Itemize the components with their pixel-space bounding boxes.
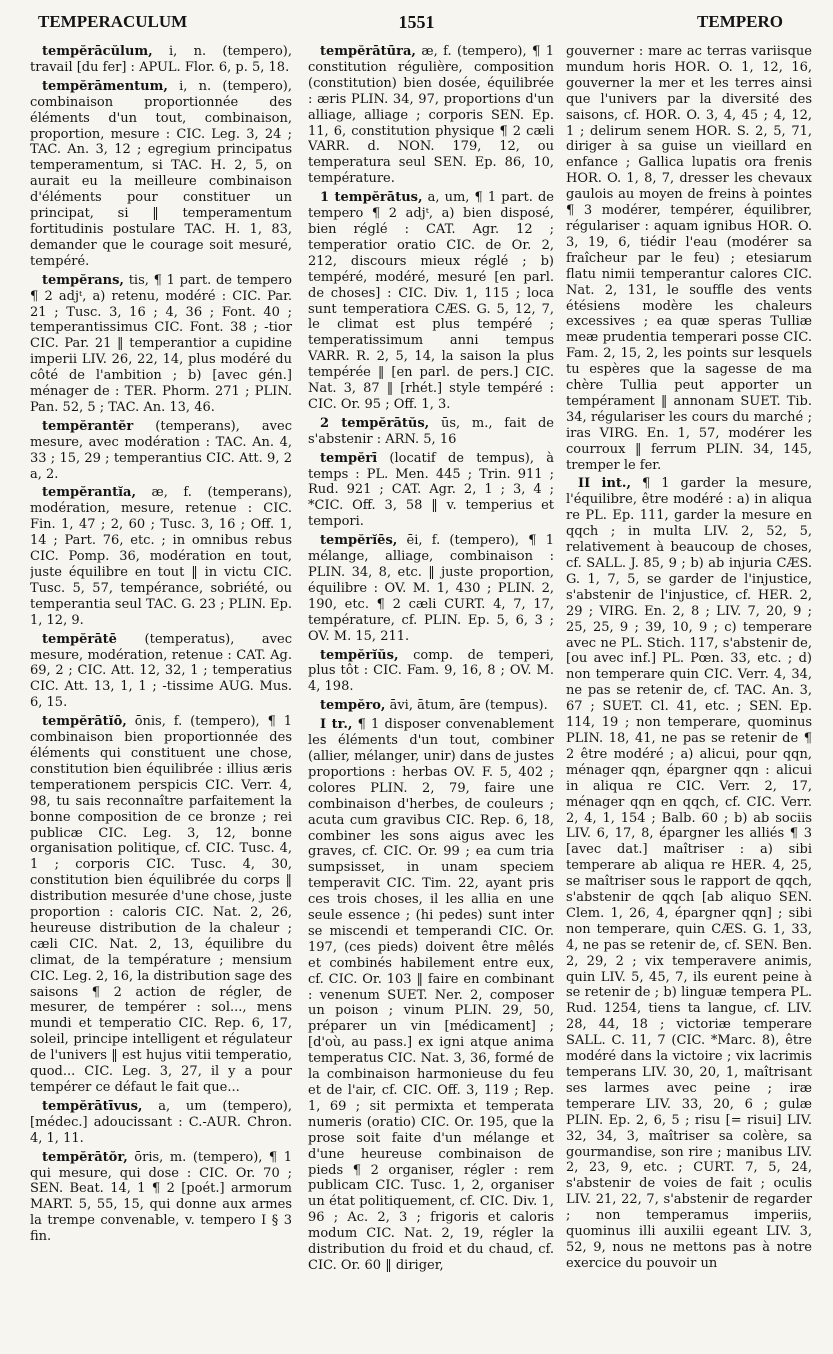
definition: ēi, f. (tempero), ¶ 1 mélange, alliage, combinaison : PLIN. 34, 8, etc. ‖ juste proportion, équilibre : OV. M. 1, 430 ; PLIN. 2, 190, etc. ¶ 2 cæli CURT. 4, 7, 17, température, cf. PLIN. Ep. 5, 6, 3 ; OV. M. 15, 211. [308,533,554,644]
definition: (temperans), avec mesure, avec modération : TAC. An. 4, 33 ; 15, 29 ; temperantius CIC. Att. 9, 2 a, 2. [30,418,292,482]
running-head-left: TEMPERACULUM [38,12,188,31]
column-3 [566,44,812,1344]
entry [308,698,554,714]
headword: tempĕrī [320,450,378,466]
definition: a, um (tempero), [médec.] adoucissant : C.-AUR. Chron. 4, 1, 11. [30,1098,292,1146]
headword: tempĕrātĭō, [42,714,127,730]
headword: tempĕrātūra, [320,44,416,59]
section-heading: II int., [578,476,631,492]
entry [30,714,292,1096]
definition: (temperatus), avec mesure, modération, retenue : CAT. Ag. 69, 2 ; CIC. Att. 12, 32, 1 ; temperatius CIC. Att. 13, 1, 1 ; -tissime AUG. Mus. 6, 15. [30,631,292,711]
headword: tempĕrantĭa, [42,485,137,501]
entry [30,273,292,416]
entry [30,419,292,483]
entry [566,476,812,1271]
definition: ūs, m., fait de s'abstenir : ARN. 5, 16 [308,415,554,447]
definition: comp. de temperi, plus tôt : CIC. Fam. 9, 16, 8 ; OV. M. 4, 198. [308,647,554,695]
column-1 [30,44,292,1344]
entry [308,416,554,448]
headword: tempĕrātē [42,631,117,647]
entry [308,717,554,1274]
definition: æ, f. (tempero), ¶ 1 constitution régulière, composition (constitution) bien dosée, équilibrée : æris PLIN. 34, 97, proportions d'un alliage, alliage ; corporis SEN. Ep. 11, 6, constitution physique ¶ 2 cæli VARR. d. NON. 179, 12, ou temperatura seul SEN. Ep. 86, 10, température. [308,44,554,187]
entry [308,533,554,644]
definition: ōris, m. (tempero), ¶ 1 qui mesure, qui dose : CIC. Or. 70 ; SEN. Beat. 14, 1 ¶ 2 [poét.] armorum MART. 5, 55, 15, qui donne aux armes la trempe convenable, v. tempero I § 3 fin. [30,1149,292,1245]
headword: 1 tempĕrātus, [320,190,423,206]
entry [30,79,292,270]
entry [30,1150,292,1245]
definition: (locatif de tempus), à temps : PL. Men. 445 ; Trin. 911 ; Rud. 921 ; CAT. Agr. 2, 1 ; 3, 4 ; *CIC. Off. 3, 58 ‖ v. temperius et tempori. [308,450,554,530]
entry-continuation [566,44,812,473]
definition: æ, f. (temperans), modération, mesure, retenue : CIC. Fin. 1, 47 ; 2, 60 ; Tusc. 3, 16 ; Off. 1, 14 ; Part. 76, etc. ; in omnibus rebus CIC. Pomp. 36, modération en tout, juste équilibre en tout ‖ in victu CIC. Tusc. 5, 57, tempérance, sobriété, ou temperantia seul TAC. G. 23 ; PLIN. Ep. 1, 12, 9. [30,485,292,628]
headword: 2 tempĕrātŭs, [320,415,430,431]
headword: tempĕrĭŭs, [320,647,399,663]
definition: i, n. (tempero), combinaison proportionnée des éléments d'un tout, combinaison, proportion, mesure : CIC. Leg. 3, 24 ; TAC. An. 3, 12 ; egregium principatus temperamentum, si TAC. H. 2, 5, on aurait eu la meilleure combinaison d'éléments pour constituer un principat, si ‖ temperamentum fortitudinis postulare TAC. H. 1, 83, demander que le courage soit mesuré, tempéré. [30,78,292,269]
entry [30,1099,292,1147]
headword: tempĕrāmentum, [42,78,168,94]
definition: ōnis, f. (tempero), ¶ 1 combinaison bien proportionnée des éléments qui constituent une chose, constitution bien équilibrée : illius æris temperationem perspicis CIC. Verr. 4, 98, tu sais reconnaître parfaitement la bonne composition de ce bronze ; rei publicæ CIC. Leg. 3, 12, bonne organisation politique, cf. CIC. Tusc. 4, 1 ; corporis CIC. Tusc. 4, 30, constitution bien équilibrée du corps ‖ distribution mesurée d'une chose, juste proportion : caloris CIC. Nat. 2, 26, heureuse distribution de la chaleur ; cæli CIC. Nat. 2, 13, équilibre du climat, de la température ; mensium CIC. Leg. 2, 16, la distribution sage des saisons ¶ 2 action de régler, de mesurer, de tempérer : sol..., mens mundi et temperatio CIC. Rep. 6, 17, soleil, principe intelligent et régulateur de l'univers ‖ est hujus vitii temperatio, quod... CIC. Leg. 3, 27, il y a pour tempérer ce défaut le fait que... [30,714,292,1095]
headword: tempĕrātŏr, [42,1149,128,1165]
definition: a, um, ¶ 1 part. de tempero ¶ 2 adjᵗ, a) bien disposé, bien réglé : CAT. Agr. 12 ; temperatior oratio CIC. de Or. 2, 212, discours mieux réglé ; b) tempéré, modéré, mesuré [en parl. de choses] : CIC. Div. 1, 115 ; loca sunt temperatiora CÆS. G. 5, 12, 7, le climat est plus tempéré ; temperatissimum anni tempus VARR. R. 2, 5, 14, la saison la plus tempérée ‖ [en parl. de pers.] CIC. Nat. 3, 87 ‖ [rhét.] style tempéré : CIC. Or. 95 ; Off. 1, 3. [308,190,554,412]
definition: i, n. (tempero), travail [du fer] : APUL. Flor. 6, p. 5, 18. [30,44,292,75]
headword: tempĕrĭēs, [320,533,398,549]
column-2 [308,44,554,1344]
headword: tempĕro, [320,698,386,714]
headword: tempĕrātīvus, [42,1098,143,1114]
definition: gouverner : mare ac terras variisque mundum horis HOR. O. 1, 12, 16, gouverner la mer et les terres ainsi que l'univers par la diversité des saisons, cf. HOR. O. 3, 4, 45 ; 4, 12, 1 ; delirum senem HOR. S. 2, 5, 71, diriger à sa guise un vieillard en enfance ; Gallica lupatis ora frenis HOR. O. 1, 8, 7, dresser les chevaux gaulois au moyen de freins à pointes ¶ 3 modérer, tempérer, équilibrer, régulariser : aquam ignibus HOR. O. 3, 19, 6, tiédir l'eau (modérer sa fraîcheur par le feu) ; etesiarum flatu nimii temperantur calores CIC. Nat. 2, 131, le souffle des vents étésiens modère les chaleurs excessives ; ea quæ speras Tulliæ meæ prudentia temperari posse CIC. Fam. 2, 15, 2, les points sur lesquels tu espères que la sagesse de ma chère Tullia peut apporter un tempérament ‖ annonam SUET. Tib. 34, régulariser les cours du marché ; iras VIRG. En. 1, 57, modérer les courroux ‖ ferrum PLIN. 34, 145, tremper le fer. [566,44,812,473]
entry [30,632,292,712]
entry [308,44,554,187]
page-header [0,6,833,36]
definition: tis, ¶ 1 part. de tempero ¶ 2 adjᵗ, a) retenu, modéré : CIC. Par. 21 ; Tusc. 3, 16 ; 4, 36 ; Font. 40 ; temperantissimus CIC. Font. 38 ; -tior CIC. Par. 21 ‖ temperantior a cupidine imperii LIV. 26, 22, 14, plus modéré du côté de l'ambition ; b) [avec gén.] ménager de : TER. Phorm. 271 ; PLIN. Pan. 52, 5 ; TAC. An. 13, 46. [30,272,292,415]
section-heading: I tr., [320,717,353,733]
headword: tempĕrācŭlum, [42,44,153,59]
headword: tempĕrantĕr [42,418,134,434]
definition: ¶ 1 garder la mesure, l'équilibre, être modéré : a) in aliqua re PL. Ep. 111, garder la mesure en qqch ; in multa LIV. 2, 52, 5, relativement à beaucoup de choses, cf. SALL. J. 85, 9 ; b) ab injuria CÆS. G. 1, 7, 5, se garder de l'injustice, s'abstenir de l'injustice, cf. HER. 2, 29 ; VIRG. En. 2, 8 ; LIV. 7, 20, 9 ; 25, 25, 9 ; 39, 10, 9 ; c) temperare avec ne PL. Stich. 117, s'abstenir de, [ou avec inf.] PL. Pœn. 33, etc. ; d) non temperare quin CIC. Verr. 4, 34, ne pas se retenir de, cf. TAC. An. 3, 67 ; SUET. Cl. 41, etc. ; SEN. Ep. 114, 19 ; non temperare, quominus PLIN. 18, 41, ne pas se retenir de ¶ 2 être modéré ; a) alicui, pour qqn, ménager qqn, épargner qqn : alicui in aliqua re CIC. Verr. 2, 17, ménager qqn en qqch, cf. CIC. Verr. 2, 4, 1, 154 ; Balb. 60 ; b) ab sociis LIV. 6, 17, 8, épargner les alliés ¶ 3 [avec dat.] maîtriser : a) sibi temperare ab aliqua re HER. 4, 25, se maîtriser sous le rapport de qqch, s'abstenir de qqch [ab aliquo SEN. Clem. 1, 26, 4, épargner qqn] ; sibi non temperare, quin CÆS. G. 1, 33, 4, ne pas se retenir de, cf. SEN. Ben. 2, 29, 2 ; vix temperavere animis, quin LIV. 5, 45, 7, ils eurent peine à se retenir de ; b) linguæ tempera PL. Rud. 1254, tiens ta langue, cf. LIV. 28, 44, 18 ; victoriæ temperare SALL. C. 11, 7 (CIC. *Marc. 8), être modéré dans la victoire ; vix lacrimis temperans LIV. 30, 20, 1, maîtrisant ses larmes avec peine ; iræ temperare LIV. 33, 20, 6 ; gulæ PLIN. Ep. 2, 6, 5 ; risu [= risui] LIV. 32, 34, 3, maîtriser sa colère, sa gourmandise, son rire ; manibus LIV. 2, 23, 9, etc. ; CURT. 7, 5, 24, s'abstenir de voies de fait ; oculis LIV. 21, 22, 7, s'abstenir de regarder ; non temperamus imperiis, quominus illi auxilii egeant LIV. 3, 52, 9, nous ne mettons pas à notre exercice du pouvoir un [566,476,812,1271]
entry [308,648,554,696]
entry [30,44,292,76]
definition: āvi, ātum, āre (tempus). [385,698,548,714]
entry [308,451,554,531]
page-number: 1551 [398,12,435,32]
definition: ¶ 1 disposer convenablement les éléments d'un tout, combiner (allier, mélanger, unir) dans de justes proportions : herbas OV. F. 5, 402 ; colores PLIN. 2, 79, faire une combinaison d'herbes, de couleurs ; acuta cum gravibus CIC. Rep. 6, 18, combiner les sons aigus avec les graves, cf. CIC. Or. 99 ; ea cum tria sumpsisset, in unam speciem temperavit CIC. Tim. 22, ayant pris ces trois choses, il les allia en une seule essence ; (hi pedes) sunt inter se miscendi et temperandi CIC. Or. 197, (ces pieds) doivent être mêlés et combinés habilement entre eux, cf. CIC. Or. 103 ‖ faire en combinant : venenum SUET. Ner. 2, composer un poison ; vinum PLIN. 29, 50, préparer un vin [médicament] ; [d'où, au pass.] ex igni atque anima temperatus CIC. Nat. 3, 36, formé de la combinaison harmonieuse du feu et de l'air, cf. CIC. Off. 3, 119 ; Rep. 1, 69 ; sit permixta et temperata numeris (oratio) CIC. Or. 195, que la prose soit faite d'un mélange et d'une heureuse combinaison de pieds ¶ 2 organiser, régler : rem publicam CIC. Tusc. 1, 2, organiser un état politiquement, cf. CIC. Div. 1, 96 ; Ac. 2, 3 ; frigoris et caloris modum CIC. Nat. 2, 19, régler la distribution du froid et du chaud, cf. CIC. Or. 60 ‖ diriger, [308,717,554,1273]
running-head-right: TEMPERO [697,12,783,31]
entry [30,485,292,628]
headword: tempĕrans, [42,272,124,288]
entry [308,190,554,413]
